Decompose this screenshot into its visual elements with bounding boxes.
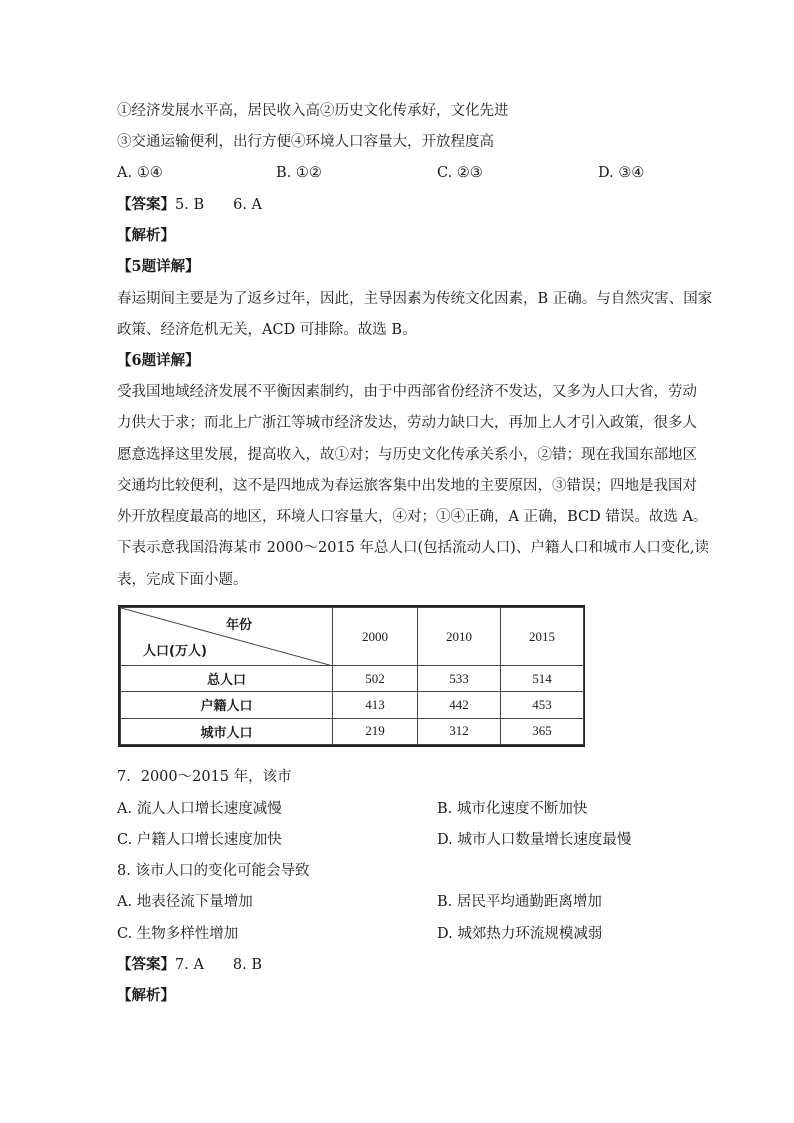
q6-detail-line: 力供大于求；而北上广浙江等城市经济发达，劳动力缺口大，再加上人才引入政策，很多人 <box>117 415 697 431</box>
table-row <box>121 718 584 744</box>
table-cell: 219 <box>333 718 418 744</box>
analysis-label: 【解析】 <box>117 227 175 244</box>
q6-detail-line: 受我国地域经济发展不平衡因素制约，由于中西部省份经济不发达，又多为人口大省，劳动 <box>117 384 697 400</box>
q5-detail-line: 政策、经济危机无关，ACD 可排除。故选 B。 <box>117 322 417 338</box>
q7-option-d: D. 城市人口数量增长速度最慢 <box>437 832 632 848</box>
table-cell: 312 <box>418 718 501 744</box>
table-intro-line: 表，完成下面小题。 <box>117 572 248 588</box>
analysis-label: 【解析】 <box>117 987 175 1004</box>
q8-option-d: D. 城郊热力环流规模减弱 <box>437 926 603 942</box>
year-header: 2015 <box>501 608 584 666</box>
row-label: 城市人口 <box>121 718 333 744</box>
row-label: 总人口 <box>121 666 333 692</box>
table-cell: 502 <box>333 666 418 692</box>
answer-text: 5. B 6. A <box>175 197 263 213</box>
table-cell: 413 <box>333 692 418 718</box>
table-cell: 514 <box>501 666 584 692</box>
table-cell: 533 <box>418 666 501 692</box>
statement-3-4: ③交通运输便利，出行方便④环境人口容量大，开放程度高 <box>117 134 494 150</box>
q6-detail-line: 愿意选择这里发展，提高收入，故①对；与历史文化传承关系小，②错；现在我国东部地区 <box>117 447 697 463</box>
year-header: 2010 <box>418 608 501 666</box>
q8-option-c: C. 生物多样性增加 <box>117 926 239 942</box>
question-7-stem: 7．2000～2015 年，该市 <box>117 769 292 785</box>
answer-text: 7. A 8. B <box>175 957 263 973</box>
table-cell: 453 <box>501 692 584 718</box>
population-table <box>118 605 585 747</box>
answer-7-8 <box>117 955 262 975</box>
q6-detail-heading: 【6题详解】 <box>117 352 200 369</box>
q5-detail-line: 春运期间主要是为了返乡过年，因此，主导因素为传统文化因素，B 正确。与自然灾害、国家 <box>117 291 713 307</box>
row-label: 户籍人口 <box>121 692 333 718</box>
q8-option-a: A. 地表径流下量增加 <box>117 894 253 910</box>
answer-label: 【答案】 <box>117 196 175 213</box>
q7-option-b: B. 城市化速度不断加快 <box>437 801 588 817</box>
answer-5-6 <box>117 195 262 215</box>
q5-detail-heading: 【5题详解】 <box>117 258 200 275</box>
table-cell: 365 <box>501 718 584 744</box>
year-header: 2000 <box>333 608 418 666</box>
q6-option-b: B. ①② <box>276 165 322 181</box>
table-intro-line: 下表示意我国沿海某市 2000～2015 年总人口(包括流动人口)、户籍人口和城市人口变化,读 <box>117 540 709 556</box>
table-row <box>121 692 584 718</box>
answer-label: 【答案】 <box>117 956 175 973</box>
q6-option-d: D. ③④ <box>598 165 645 181</box>
q6-detail-line: 外开放程度最高的地区，环境人口容量大，④对；①④正确，A 正确，BCD 错误。故选 A。 <box>117 509 708 525</box>
q7-option-c: C. 户籍人口增长速度加快 <box>117 832 282 848</box>
q8-option-b: B. 居民平均通勤距离增加 <box>437 894 602 910</box>
corner-population-label: 人口(万人) <box>143 644 207 659</box>
table-row <box>121 666 584 692</box>
statement-1-2: ①经济发展水平高，居民收入高②历史文化传承好，文化先进 <box>117 103 509 119</box>
q6-option-c: C. ②③ <box>437 165 483 181</box>
q7-option-a: A. 流人人口增长速度减慢 <box>117 801 282 817</box>
question-8-stem: 8. 该市人口的变化可能会导致 <box>117 863 310 879</box>
q6-detail-line: 交通均比较便利，这不是四地成为春运旅客集中出发地的主要原因，③错误；四地是我国对 <box>117 478 697 494</box>
corner-year-label: 年份 <box>225 618 252 633</box>
table-corner-cell <box>121 608 333 666</box>
table-cell: 442 <box>418 692 501 718</box>
q6-option-a: A. ①④ <box>117 165 163 181</box>
